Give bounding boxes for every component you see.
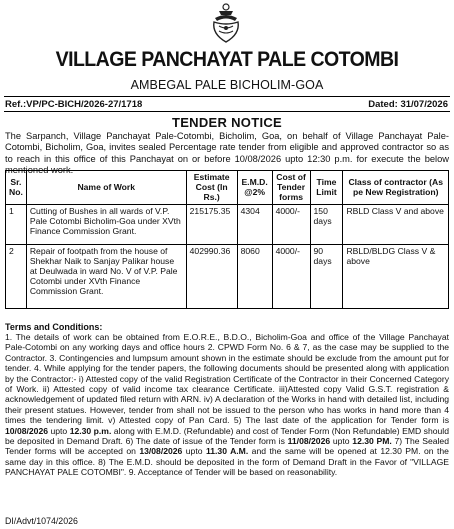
terms-emphasis: 13/08/2026: [139, 446, 183, 457]
cell-work: Cutting of Bushes in all wards of V.P. Pale Cotombi Bicholim-Goa under XVth Finance Commission Grant.: [26, 204, 186, 244]
col-header-form-cost: Cost of Tender forms: [272, 171, 310, 205]
panchayat-address: AMBEGAL PALE BICHOLIM-GOA: [130, 78, 324, 92]
notice-title: TENDER NOTICE: [171, 115, 283, 130]
cell-emd: 8060: [237, 244, 272, 308]
terms-text: along with E.M.D. (Refundable) and cost of Tender Form (Non Refundable) EMD should be deposited in Demand Draft. 6) The date of issue of the Tender form is: [5, 425, 449, 447]
terms-heading: Terms and Conditions:: [5, 322, 103, 332]
table-row: [6, 204, 449, 244]
terms-body: [5, 332, 449, 478]
reference-number: Ref.:VP/PC-BICH/2026-27/1718: [5, 99, 143, 110]
notice-intro: The Sarpanch, Village Panchayat Pale-Cotombi, Bicholim, Goa, on behalf of Village Panchayat Pale-Cotombi, Bicholim, Goa, invites sealed Percentage rate tender from eligible and approved contractor so as to reach in this office of this Panchayat on or before 10/08/2026 upto 12:30 p.m. for execute the below mentioned work.: [5, 131, 449, 175]
col-header-sr: Sr. No.: [6, 171, 27, 205]
terms-emphasis: 12.30 p.m.: [69, 425, 112, 436]
cell-emd: 4304: [237, 204, 272, 244]
cell-cost: 215175.35: [186, 204, 237, 244]
terms-emphasis: 11.30 A.M.: [205, 446, 249, 457]
terms-text: upto: [330, 436, 353, 447]
terms-emphasis: 11/08/2026: [287, 436, 331, 447]
table-row: [6, 244, 449, 308]
cell-work: Repair of footpath from the house of Shekhar Naik to Sanjay Palikar house at Deulwada in ward No. V of V.P. Pale Cotombi under XVth Finance Commission Grant.: [26, 244, 186, 308]
tender-table: [5, 170, 449, 309]
col-header-time: Time Limit: [310, 171, 343, 205]
notice-date: Dated: 31/07/2026: [368, 99, 448, 110]
cell-sr: 2: [6, 244, 27, 308]
col-header-emd: E.M.D. @2%: [237, 171, 272, 205]
terms-text: 1. The details of work can be obtained from E.O.R.E., B.D.O., Bicholim-Goa and office of the Village Panchayat Pale-Cotombi on any working days and office hours 2. CPWD Form No. 6 & 7, as the case may be supplied to the Contractor. 3. Contingencies and lumpsum amount shown in the estimate should be exclude from the amount put for tender. 4. While applying for the tender papers, the following documents should be presented along with application by the Contractor:- i) Attested copy of the valid Registration Certificate of the Contractor in their Concerned Category of Work. ii) Attested copy of valid income tax clearance Certificate. iii)Attested copy Valid G.S.T. registration & acknowledgement of updated filed return with ARN. iv) A declaration of the Works in hand with detailed list, including their present statues. However, tender from shall not be issued to the person who has works in hand more than 4 times the tendering limit. v) Attested copy of Pan Card. 5) The last date of the application for Tender form is: [5, 332, 449, 426]
terms-emphasis: 12.30 PM.: [352, 436, 392, 447]
cell-form-cost: 4000/-: [272, 244, 310, 308]
cell-sr: 1: [6, 204, 27, 244]
cell-cost: 402990.36: [186, 244, 237, 308]
ref-divider: [4, 111, 450, 112]
panchayat-title: VILLAGE PANCHAYAT PALE COTOMBI: [55, 48, 399, 71]
header-divider: [4, 96, 450, 97]
advertisement-number: DI/Advt/1074/2026: [5, 516, 78, 526]
col-header-class: Class of contractor (As pe New Registration): [343, 171, 449, 205]
terms-text: 7) The Sealed Tender forms will be accepted on: [5, 436, 449, 457]
terms-text: upto: [182, 446, 206, 457]
terms-text: and the same will be opened at 12.30 PM. on the same day in this office. 8) The E.M.D. should be deposited in the form of Demand Draft in the Favor of "VILLAGE PANCHAYAT PALE COTOMBI". 9. Acceptance of Tender will be based on reasonability.: [5, 446, 449, 478]
state-emblem-icon: [208, 2, 244, 44]
cell-form-cost: 4000/-: [272, 204, 310, 244]
cell-class: RBLD Class V and above: [343, 204, 449, 244]
cell-time: 150 days: [310, 204, 343, 244]
col-header-work: Name of Work: [26, 171, 186, 205]
terms-emphasis: 10/08/2026: [5, 425, 49, 436]
terms-text: upto: [48, 425, 70, 436]
table-header-row: [6, 171, 449, 205]
cell-time: 90 days: [310, 244, 343, 308]
col-header-cost: Estimate Cost (In Rs.): [186, 171, 237, 205]
cell-class: RBLD/BLDG Class V & above: [343, 244, 449, 308]
